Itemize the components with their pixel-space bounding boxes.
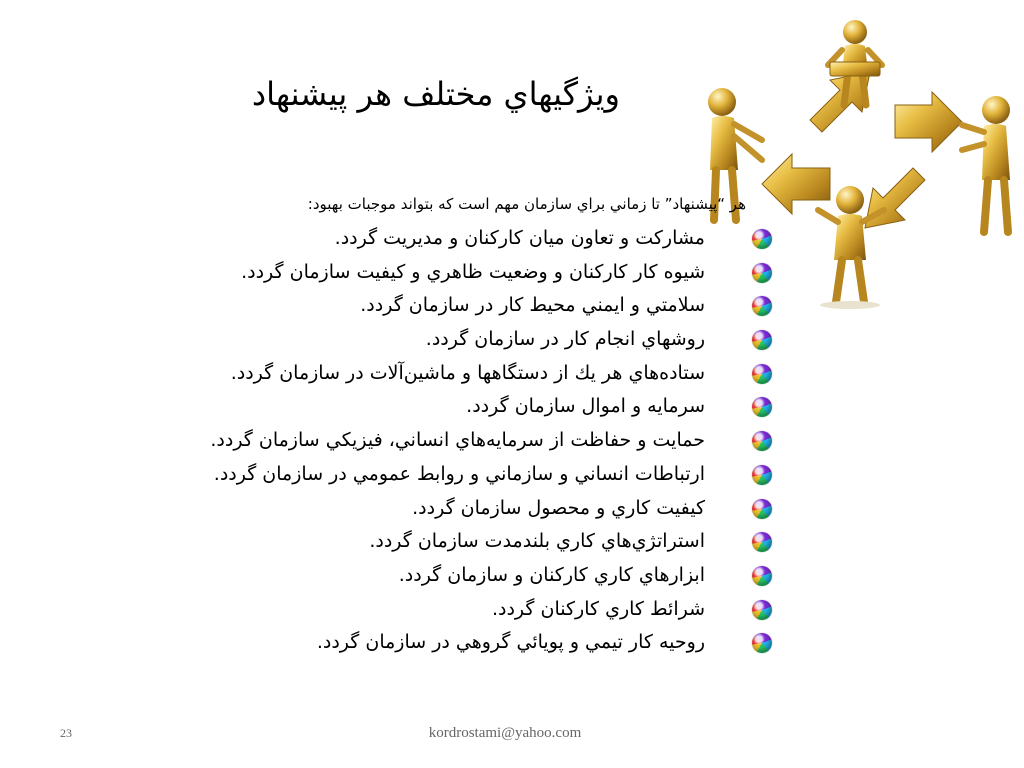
- multicolor-sphere-bullet-icon: [752, 397, 772, 417]
- multicolor-sphere-bullet-icon: [752, 330, 772, 350]
- multicolor-sphere-bullet-icon: [752, 465, 772, 485]
- bullet-text: روشهاي انجام كار در سازمان گردد.: [425, 328, 705, 351]
- footer-email: kordrostami@yahoo.com: [428, 725, 582, 741]
- bullet-text: سرمايه و اموال سازمان گردد.: [466, 395, 705, 418]
- bullet-text: روحيه كار تيمي و پويائي گروهي در سازمان گردد.: [316, 631, 705, 654]
- bullet-text: شرائط كاري كاركنان گردد.: [491, 597, 705, 620]
- multicolor-sphere-bullet-icon: [752, 633, 772, 653]
- list-item: [150, 259, 780, 293]
- list-item: [150, 528, 780, 562]
- bullet-text: سلامتي و ايمني محيط كار در سازمان گردد.: [360, 294, 705, 317]
- list-item: [150, 562, 780, 596]
- multicolor-sphere-bullet-icon: [752, 431, 772, 451]
- bullet-text: ارتباطات انساني و سازماني و روابط عمومي در سازمان گردد.: [213, 462, 705, 485]
- multicolor-sphere-bullet-icon: [752, 600, 772, 620]
- bullet-text: ستاده‌هاي هر يك از دستگاهها و ماشين‌آلات در سازمان گردد.: [230, 361, 705, 384]
- multicolor-sphere-bullet-icon: [752, 229, 772, 249]
- list-item: [150, 292, 780, 326]
- multicolor-sphere-bullet-icon: [752, 296, 772, 316]
- list-item: [150, 326, 780, 360]
- multicolor-sphere-bullet-icon: [752, 566, 772, 586]
- multicolor-sphere-bullet-icon: [752, 499, 772, 519]
- list-item: [150, 495, 780, 529]
- bullet-text: حمايت و حفاظت از سرمايه‌هاي انساني، فيزيكي سازمان گردد.: [210, 429, 705, 452]
- bullet-text: استراتژي‌هاي كاري بلندمدت سازمان گردد.: [369, 530, 705, 553]
- list-item: [150, 629, 780, 663]
- page-number: 23: [60, 726, 72, 740]
- list-item: [150, 225, 780, 259]
- list-item: [150, 393, 780, 427]
- intro-text: هر “پيشنهاد” تا زماني براي سازمان مهم است كه بتواند موجبات بهبود:: [307, 195, 746, 213]
- figure-right: [962, 96, 1010, 232]
- multicolor-sphere-bullet-icon: [752, 532, 772, 552]
- list-item: [150, 360, 780, 394]
- list-item: [150, 427, 780, 461]
- bullet-text: شيوه كار كاركنان و وضعيت ظاهري و كيفيت سازمان گردد.: [241, 260, 705, 283]
- multicolor-sphere-bullet-icon: [752, 263, 772, 283]
- slide-title: ويژگيهاي مختلف هر پيشنهاد: [251, 75, 620, 113]
- bullet-text: ابزارهاي كاري كاركنان و سازمان گردد.: [398, 563, 705, 586]
- bullet-list: [150, 225, 780, 663]
- list-item: [150, 596, 780, 630]
- multicolor-sphere-bullet-icon: [752, 364, 772, 384]
- bullet-text: مشاركت و تعاون ميان كاركنان و مديريت گردد.: [334, 227, 705, 249]
- list-item: [150, 461, 780, 495]
- bullet-text: كيفيت كاري و محصول سازمان گردد.: [412, 496, 705, 519]
